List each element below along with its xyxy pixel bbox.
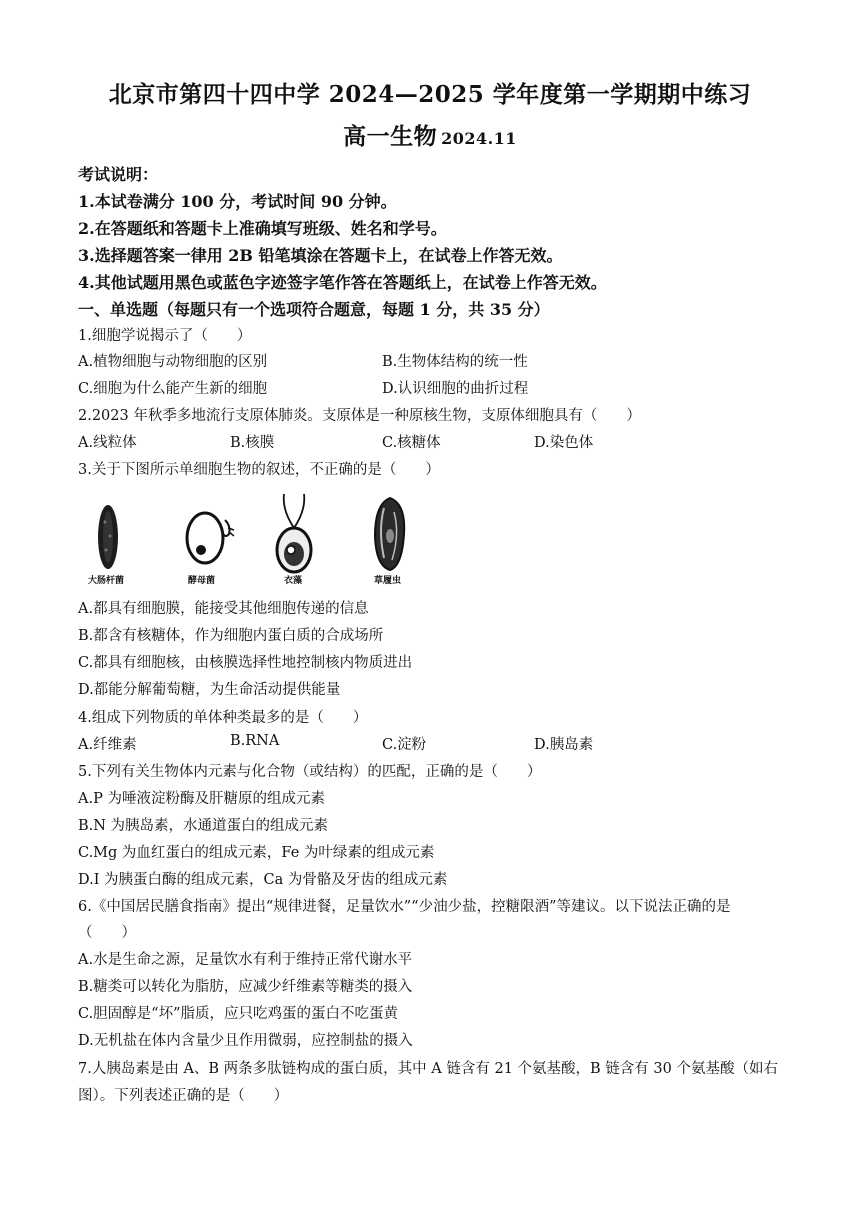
option-b: B.都含有核糖体，作为细胞内蛋白质的合成场所: [78, 628, 384, 644]
option-a: A.都具有细胞膜，能接受其他细胞传递的信息: [78, 601, 369, 617]
ecoli-image: [92, 500, 124, 574]
option-b: B.核膜: [230, 435, 275, 451]
option-b: B.糖类可以转化为脂肪，应减少纤维素等糖类的摄入: [78, 979, 413, 995]
figure-label: 酵母菌: [188, 576, 216, 586]
option-b: B.N 为胰岛素，水通道蛋白的组成元素: [78, 818, 329, 834]
question-stem: 3.关于下图所示单细胞生物的叙述，不正确的是（ ）: [78, 462, 440, 478]
question-stem: 5.下列有关生物体内元素与化合物（或结构）的匹配，正确的是（ ）: [78, 764, 542, 780]
exam-date: 2024.11: [441, 129, 517, 148]
option-d: D.染色体: [534, 435, 594, 451]
exam-title: 北京市第四十四中学 2024—2025 学年度第一学期期中练习: [108, 81, 752, 108]
option-c: C.核糖体: [382, 435, 441, 451]
option-c: C.胆固醇是“坏”脂质，应只吃鸡蛋的蛋白不吃蛋黄: [78, 1006, 399, 1022]
question-stem: 6.《中国居民膳食指南》提出“规律进餐，足量饮水”“少油少盐，控糖限酒”等建议。以下说法正确的是: [78, 899, 731, 915]
option-a: A.纤维素: [78, 737, 137, 753]
question-stem-continued: （ ）: [78, 925, 136, 941]
question-stem: 1.细胞学说揭示了（ ）: [78, 328, 252, 344]
question-stem-continued: 图）。下列表述正确的是（ ）: [78, 1088, 289, 1104]
option-c: C.细胞为什么能产生新的细胞: [78, 381, 268, 397]
exam-subtitle: [0, 118, 860, 151]
option-d: D.都能分解葡萄糖，为生命活动提供能量: [78, 682, 341, 698]
cells-figure: [78, 490, 438, 590]
question-stem: 4.组成下列物质的单体种类最多的是（ ）: [78, 710, 368, 726]
paramecium-image: [370, 494, 410, 574]
option-b: B.RNA: [230, 733, 280, 749]
question-stem: 2.2023 年秋季多地流行支原体肺炎。支原体是一种原核生物，支原体细胞具有（ ）: [78, 408, 641, 424]
figure-label: 草履虫: [374, 576, 402, 586]
option-a: A.植物细胞与动物细胞的区别: [78, 354, 268, 370]
option-a: A.水是生命之源，足量饮水有利于维持正常代谢水平: [78, 952, 413, 968]
option-d: D.I 为胰蛋白酶的组成元素，Ca 为骨骼及牙齿的组成元素: [78, 872, 448, 888]
option-a: A.线粒体: [78, 435, 137, 451]
instruction-item: 1.本试卷满分 100 分，考试时间 90 分钟。: [78, 192, 397, 211]
option-c: C.都具有细胞核，由核膜选择性地控制核内物质进出: [78, 655, 413, 671]
option-d: D.认识细胞的曲折过程: [382, 381, 529, 397]
chlamydomonas-image: [266, 492, 322, 576]
instruction-item: 4.其他试题用黑色或蓝色字迹签字笔作答在答题纸上，在试卷上作答无效。: [78, 273, 607, 292]
option-b: B.生物体结构的统一性: [382, 354, 528, 370]
figure-label: 衣藻: [284, 576, 303, 586]
figure-label: 大肠杆菌: [88, 576, 125, 586]
option-d: D.胰岛素: [534, 737, 594, 753]
option-d: D.无机盐在体内含量少且作用微弱，应控制盐的摄入: [78, 1033, 413, 1049]
subject-label: 高一生物: [343, 123, 438, 150]
option-c: C.淀粉: [382, 737, 427, 753]
instructions-heading: 考试说明：: [78, 165, 159, 184]
section-heading: 一、单选题（每题只有一个选项符合题意，每题 1 分，共 35 分）: [78, 300, 550, 319]
question-stem: 7.人胰岛素是由 A、B 两条多肽链构成的蛋白质，其中 A 链含有 21 个氨基酸，B 链含有 30 个氨基酸（如右: [78, 1061, 778, 1077]
instruction-item: 3.选择题答案一律用 2B 铅笔填涂在答题卡上，在试卷上作答无效。: [78, 246, 563, 265]
yeast-image: [181, 502, 239, 570]
option-c: C.Mg 为血红蛋白的组成元素，Fe 为叶绿素的组成元素: [78, 845, 435, 861]
option-a: A.P 为唾液淀粉酶及肝糖原的组成元素: [78, 791, 325, 807]
instruction-item: 2.在答题纸和答题卡上准确填写班级、姓名和学号。: [78, 219, 447, 238]
